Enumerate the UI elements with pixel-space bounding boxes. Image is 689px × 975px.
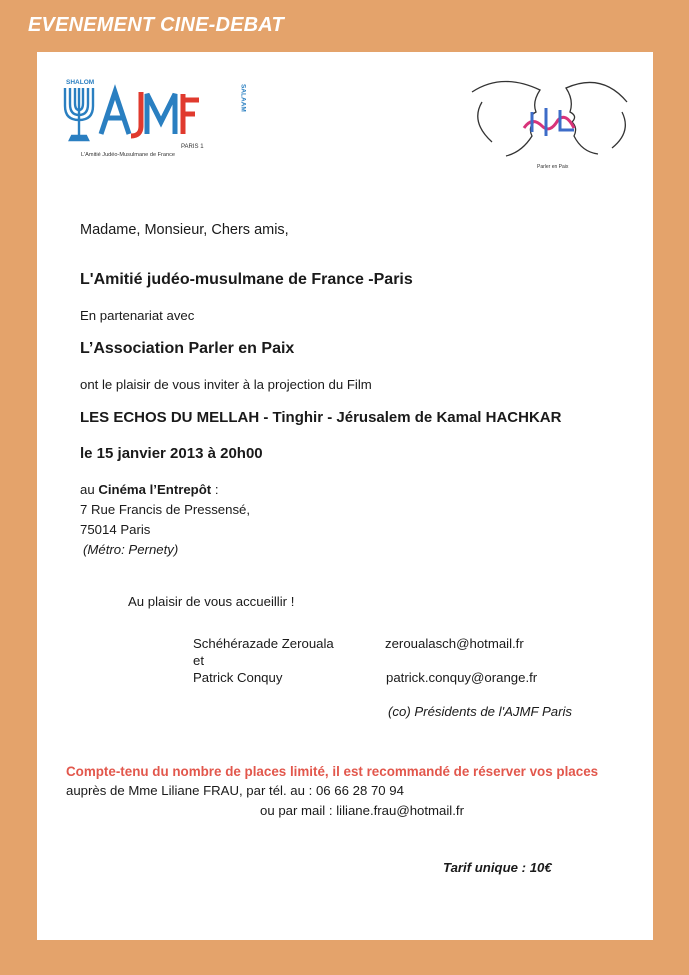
- logo-salaam-text: SALAAM: [239, 84, 247, 112]
- organizer-name: L'Amitié judéo-musulmane de France -Paris: [80, 271, 413, 288]
- partner-intro: En partenariat avec: [80, 308, 195, 323]
- menorah-icon: [65, 88, 93, 140]
- logo-tagline: L'Amitié Judéo-Musulmane de France: [81, 152, 176, 156]
- logo-paris-text: PARIS 1: [181, 144, 204, 150]
- booking-mail-line: ou par mail : liliane.frau@hotmail.fr: [260, 803, 464, 818]
- parler-en-paix-logo: [462, 72, 632, 172]
- venue-city: 75014 Paris: [80, 522, 151, 537]
- film-title: LES ECHOS DU MELLAH - Tinghir - Jérusalem de Kamal HACHKAR: [80, 409, 562, 426]
- venue-line: [80, 482, 219, 497]
- page-header: EVENEMENT CINE-DEBAT: [28, 14, 284, 36]
- logo-shalom-text: SHALOM: [66, 79, 95, 86]
- welcome-text: Au plaisir de vous accueillir !: [128, 594, 295, 609]
- venue-name: Cinéma l’Entrepôt: [98, 482, 212, 497]
- face-profile-right-icon: [566, 82, 627, 154]
- ajmf-logo: [61, 76, 251, 156]
- face-profile-left-icon: [472, 81, 540, 156]
- invitation-text: ont le plaisir de vous inviter à la projection du Film: [80, 377, 372, 392]
- reservation-notice: Compte-tenu du nombre de places limité, il est recommandé de réserver vos places: [66, 764, 599, 779]
- logo-letter-m: [147, 94, 175, 134]
- event-date: le 15 janvier 2013 à 20h00: [80, 445, 263, 462]
- logo-letter-a: [101, 92, 129, 134]
- logo-letter-j: [131, 92, 141, 136]
- venue-prefix: au: [80, 482, 99, 497]
- booking-phone-line: auprès de Mme Liliane FRAU, par tél. au : 06 66 28 70 94: [66, 783, 404, 798]
- signers-role: (co) Présidents de l'AJMF Paris: [388, 704, 573, 719]
- venue-metro: (Métro: Pernety): [83, 542, 179, 557]
- price: Tarif unique : 10€: [443, 860, 552, 875]
- peace-logo-caption: Parler en Paix: [537, 164, 569, 170]
- signer1-email: zeroualasch@hotmail.fr: [385, 636, 524, 651]
- venue-suffix: :: [211, 482, 219, 497]
- partner-name: L’Association Parler en Paix: [80, 340, 295, 357]
- signers-and: et: [193, 653, 204, 668]
- signer2-name: Patrick Conquy: [193, 670, 283, 685]
- venue-street: 7 Rue Francis de Pressensé,: [80, 502, 251, 517]
- signer1-name: Schéhérazade Zerouala: [193, 636, 334, 651]
- invitation-page: [37, 52, 653, 940]
- signer2-email: patrick.conquy@orange.fr: [386, 670, 538, 685]
- greeting: Madame, Monsieur, Chers amis,: [80, 222, 289, 238]
